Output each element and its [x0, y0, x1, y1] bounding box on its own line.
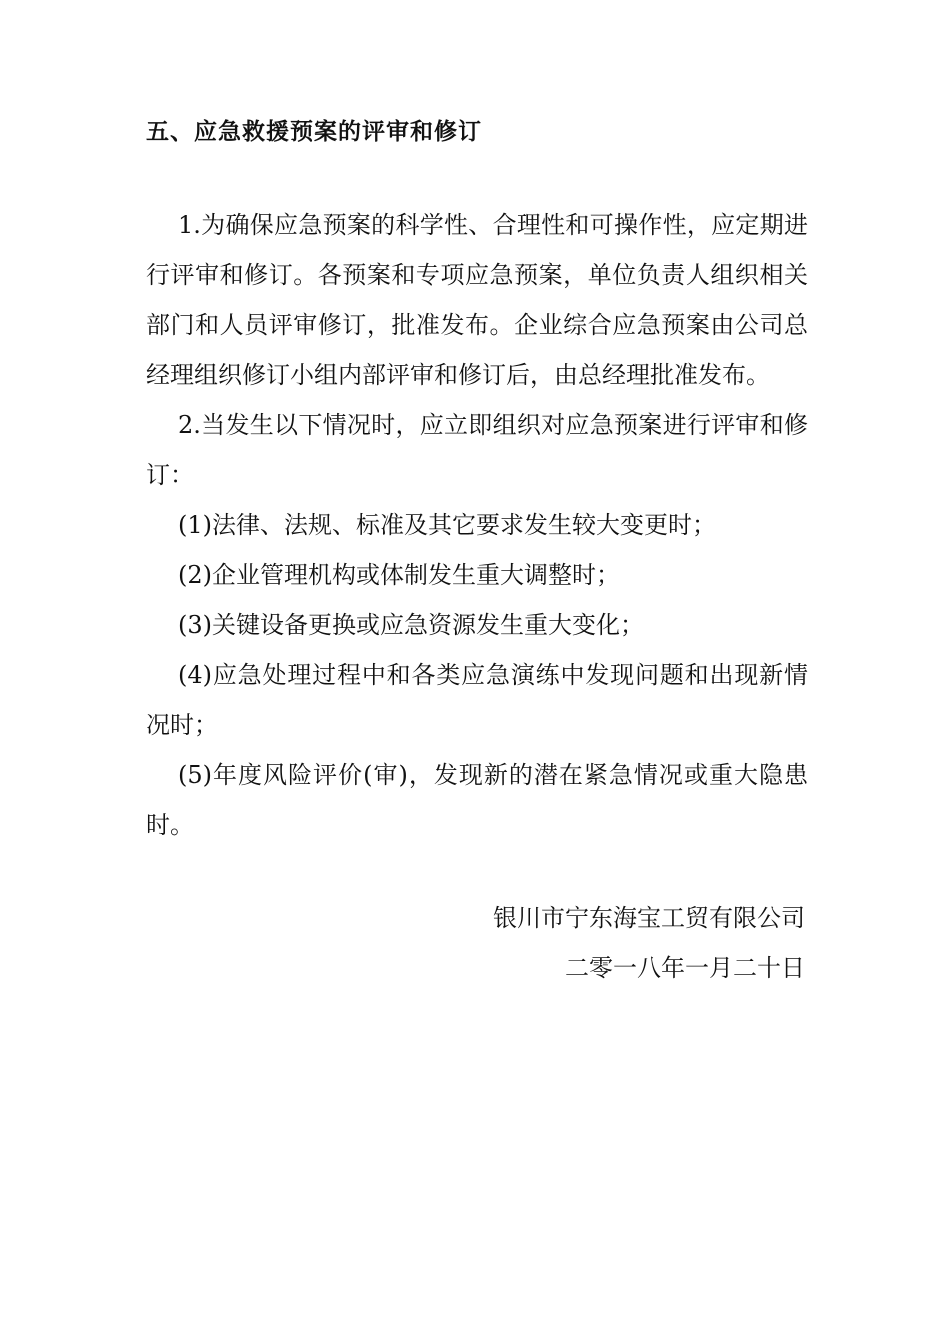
paragraph-review-purpose: 1.为确保应急预案的科学性、合理性和可操作性，应定期进行评审和修订。各预案和专项应急预案，单位负责人组织相关部门和人员评审修订，批准发布。企业综合应急预案由公司总经理组织修订小组内部评审和修订后，由总经理批准发布。 — [146, 211, 808, 389]
list-item-condition-2: (2)企业管理机构或体制发生重大调整时； — [178, 561, 620, 589]
list-item-condition-4: (4)应急处理过程中和各类应急演练中发现问题和出现新情况时； — [146, 661, 808, 739]
section-heading: 五、应急救援预案的评审和修订 — [146, 119, 482, 145]
list-item-condition-5: (5)年度风险评价(审)，发现新的潜在紧急情况或重大隐患时。 — [146, 761, 808, 839]
signature-company: 银川市宁东海宝工贸有限公司 — [493, 904, 805, 932]
signature-block — [493, 893, 805, 993]
list-item-condition-3: (3)关键设备更换或应急资源发生重大变化； — [178, 611, 644, 639]
signature-date: 二零一八年一月二十日 — [565, 954, 805, 982]
paragraph-review-conditions: 2.当发生以下情况时，应立即组织对应急预案进行评审和修订： — [146, 411, 808, 489]
body-text — [146, 200, 808, 850]
list-item-condition-1: (1)法律、法规、标准及其它要求发生较大变更时； — [178, 511, 716, 539]
